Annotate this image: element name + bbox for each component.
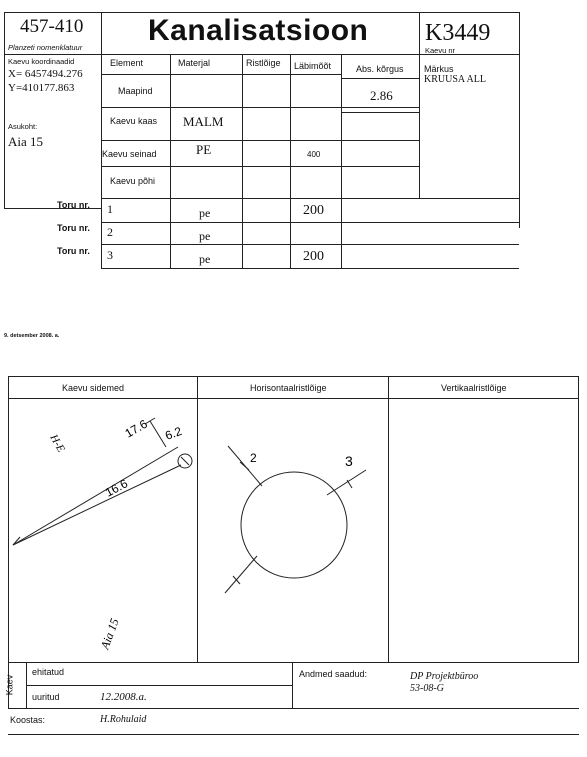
kaev-label: Kaev bbox=[4, 674, 15, 696]
annotation-street: Aia 15 bbox=[97, 616, 122, 652]
header-diameter: Läbimõõt bbox=[294, 61, 332, 71]
header-material: Materjal bbox=[178, 58, 211, 68]
header-abs-height: Abs. kõrgus bbox=[356, 64, 404, 74]
header-remark: Märkus bbox=[424, 64, 454, 74]
annotation-north: H-E bbox=[47, 432, 67, 455]
pipe-no-1: 1 bbox=[107, 202, 113, 216]
annotation-dist-a: 17.6 bbox=[122, 416, 150, 441]
well-circle-icon bbox=[241, 472, 347, 578]
abs-height-ground: 2.86 bbox=[370, 88, 393, 103]
header-cross-section: Ristlõige bbox=[246, 58, 281, 68]
author-label: Koostas: bbox=[10, 715, 46, 725]
coords-label: Kaevu koordinaadid bbox=[8, 57, 75, 66]
header-element: Element bbox=[110, 58, 144, 68]
well-number-label: Kaevu nr bbox=[425, 46, 456, 55]
pipe-label-3: Toru nr. bbox=[57, 246, 90, 256]
material-lid: MALM bbox=[183, 114, 224, 129]
pipe-material-3: pe bbox=[199, 252, 211, 266]
panel-title-horizontal-section: Horisontaalristlõige bbox=[250, 383, 327, 393]
panel-title-vertical-section: Vertikaalristlõige bbox=[441, 383, 507, 393]
pipe-material-2: pe bbox=[199, 229, 211, 243]
y-coordinate: Y=410177.863 bbox=[8, 82, 75, 94]
annotation-pipe-3: 3 bbox=[345, 453, 353, 469]
pipe-label-1: Toru nr. bbox=[57, 200, 90, 210]
panel-title-connections: Kaevu sidemed bbox=[62, 383, 125, 393]
annotation-dist-b: 6.2 bbox=[163, 423, 184, 443]
pipe-diameter-3: 200 bbox=[303, 249, 324, 264]
material-walls: PE bbox=[196, 142, 212, 157]
diameter-walls: 400 bbox=[307, 150, 321, 159]
page-title: Kanalisatsioon bbox=[148, 14, 369, 47]
author-name: H.Rohulaid bbox=[100, 714, 147, 725]
pipe-no-3: 3 bbox=[107, 248, 113, 262]
well-number: K3449 bbox=[425, 20, 491, 46]
annotation-dist-c: 16.6 bbox=[102, 476, 131, 500]
pipe-no-2: 2 bbox=[107, 225, 113, 239]
nomenclature-label: Planzeti nomenklatuur bbox=[8, 43, 83, 52]
x-coordinate: X= 6457494.276 bbox=[8, 68, 83, 80]
built-label: ehitatud bbox=[32, 667, 65, 677]
row-label-walls: Kaevu seinad bbox=[102, 149, 157, 159]
date-note: 9. detsember 2008. a. bbox=[4, 333, 60, 339]
location-label: Asukoht: bbox=[8, 122, 38, 131]
pipe-material-1: pe bbox=[199, 206, 211, 220]
source-label: Andmed saadud: bbox=[299, 669, 368, 679]
location-value: Aia 15 bbox=[8, 134, 44, 149]
surveyed-date: 12.2008.a. bbox=[100, 691, 147, 703]
annotation-pipe-2: 2 bbox=[250, 451, 257, 465]
row-label-ground: Maapind bbox=[118, 86, 153, 96]
remark-value: KRUUSA ALL bbox=[424, 74, 486, 85]
pipe-label-2: Toru nr. bbox=[57, 223, 90, 233]
source-line-1: DP Projektbüroo bbox=[410, 671, 479, 682]
surveyed-label: uuritud bbox=[32, 692, 60, 702]
row-label-bottom: Kaevu põhi bbox=[110, 176, 156, 186]
source-line-2: 53-08-G bbox=[410, 683, 444, 694]
pipe-diameter-1: 200 bbox=[303, 203, 324, 218]
row-label-lid: Kaevu kaas bbox=[110, 116, 158, 126]
nomenclature: 457-410 bbox=[20, 16, 84, 37]
